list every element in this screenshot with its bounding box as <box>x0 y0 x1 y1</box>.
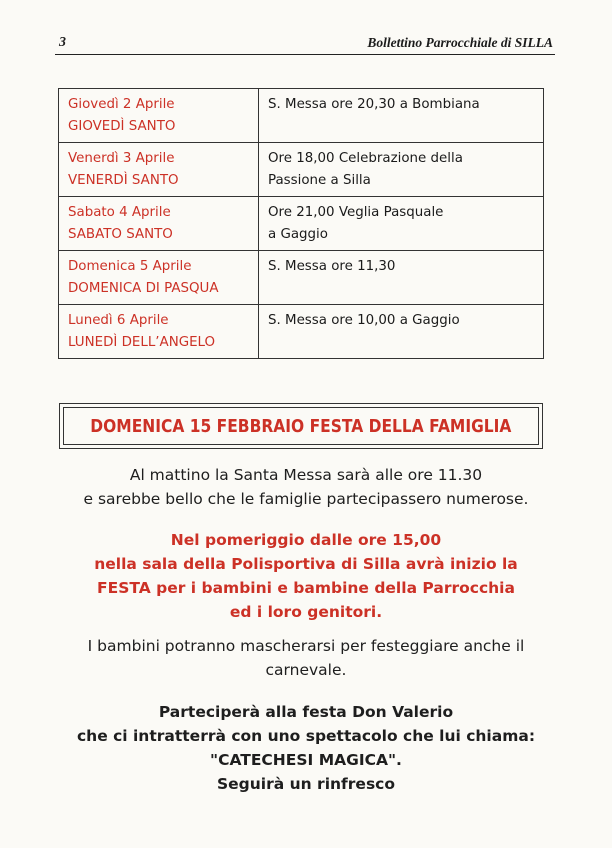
page-number: 3 <box>59 35 66 50</box>
table-row <box>59 251 544 305</box>
day-liturgical-name: SABATO SANTO <box>68 227 173 242</box>
paragraph-line: carnevale. <box>265 661 347 679</box>
table-row <box>59 197 544 251</box>
event-text: Passione a Silla <box>268 173 371 188</box>
event-text: S. Messa ore 20,30 a Bombiana <box>268 97 480 112</box>
day-date: Lunedì 6 Aprile <box>68 313 169 328</box>
schedule-day-cell <box>59 89 259 143</box>
banner-title: DOMENICA 15 FEBBRAIO FESTA DELLA FAMIGLIA <box>90 415 512 437</box>
paragraph-line: Nel pomeriggio dalle ore 15,00 <box>170 531 442 549</box>
schedule-event-cell <box>259 251 544 305</box>
paragraph-line: Al mattino la Santa Messa sarà alle ore 11.30 <box>129 466 483 484</box>
afternoon-party-paragraph <box>40 528 572 624</box>
holy-week-schedule-table <box>58 88 544 359</box>
day-date: Sabato 4 Aprile <box>68 205 171 220</box>
schedule-day-cell <box>59 251 259 305</box>
closing-paragraph <box>40 700 572 796</box>
bulletin-title: Bollettino Parrocchiale di SILLA <box>367 35 553 50</box>
event-text: a Gaggio <box>268 227 328 242</box>
page-header <box>55 34 555 55</box>
day-liturgical-name: VENERDÌ SANTO <box>68 173 179 188</box>
day-date: Domenica 5 Aprile <box>68 259 192 274</box>
paragraph-line: Parteciperà alla festa Don Valerio <box>158 703 454 721</box>
day-liturgical-name: LUNEDÌ DELL’ANGELO <box>68 335 216 350</box>
event-text: Ore 21,00 Veglia Pasquale <box>268 205 444 220</box>
paragraph-line: FESTA per i bambini e bambine della Parrocchia <box>97 579 515 597</box>
schedule-day-cell <box>59 197 259 251</box>
schedule-event-cell <box>259 197 544 251</box>
paragraph-line: Seguirà un rinfresco <box>216 775 396 793</box>
paragraph-line: ed i loro genitori. <box>229 603 383 621</box>
event-text: S. Messa ore 10,00 a Gaggio <box>268 313 460 328</box>
paragraph-line: I bambini potranno mascherarsi per festeggiare anche il <box>87 637 525 655</box>
paragraph-line: che ci intratterrà con uno spettacolo che lui chiama: <box>76 727 536 745</box>
schedule-day-cell <box>59 305 259 359</box>
schedule-event-cell <box>259 143 544 197</box>
table-row <box>59 305 544 359</box>
paragraph-line: nella sala della Polisportiva di Silla avrà inizio la <box>94 555 518 573</box>
table-row <box>59 89 544 143</box>
day-date: Giovedì 2 Aprile <box>68 97 175 112</box>
event-text: S. Messa ore 11,30 <box>268 259 396 274</box>
morning-mass-paragraph <box>40 463 572 511</box>
paragraph-line: "CATECHESI MAGICA". <box>210 751 402 769</box>
banner-inner-frame <box>63 407 539 445</box>
carnival-paragraph <box>40 634 572 682</box>
day-liturgical-name: GIOVEDÌ SANTO <box>68 119 176 134</box>
table-row <box>59 143 544 197</box>
event-text: Ore 18,00 Celebrazione della <box>268 151 463 166</box>
family-feast-banner <box>59 403 543 449</box>
day-date: Venerdì 3 Aprile <box>68 151 175 166</box>
day-liturgical-name: DOMENICA DI PASQUA <box>68 281 219 296</box>
schedule-day-cell <box>59 143 259 197</box>
schedule-event-cell <box>259 305 544 359</box>
paragraph-line: e sarebbe bello che le famiglie partecipassero numerose. <box>83 490 529 508</box>
schedule-event-cell <box>259 89 544 143</box>
